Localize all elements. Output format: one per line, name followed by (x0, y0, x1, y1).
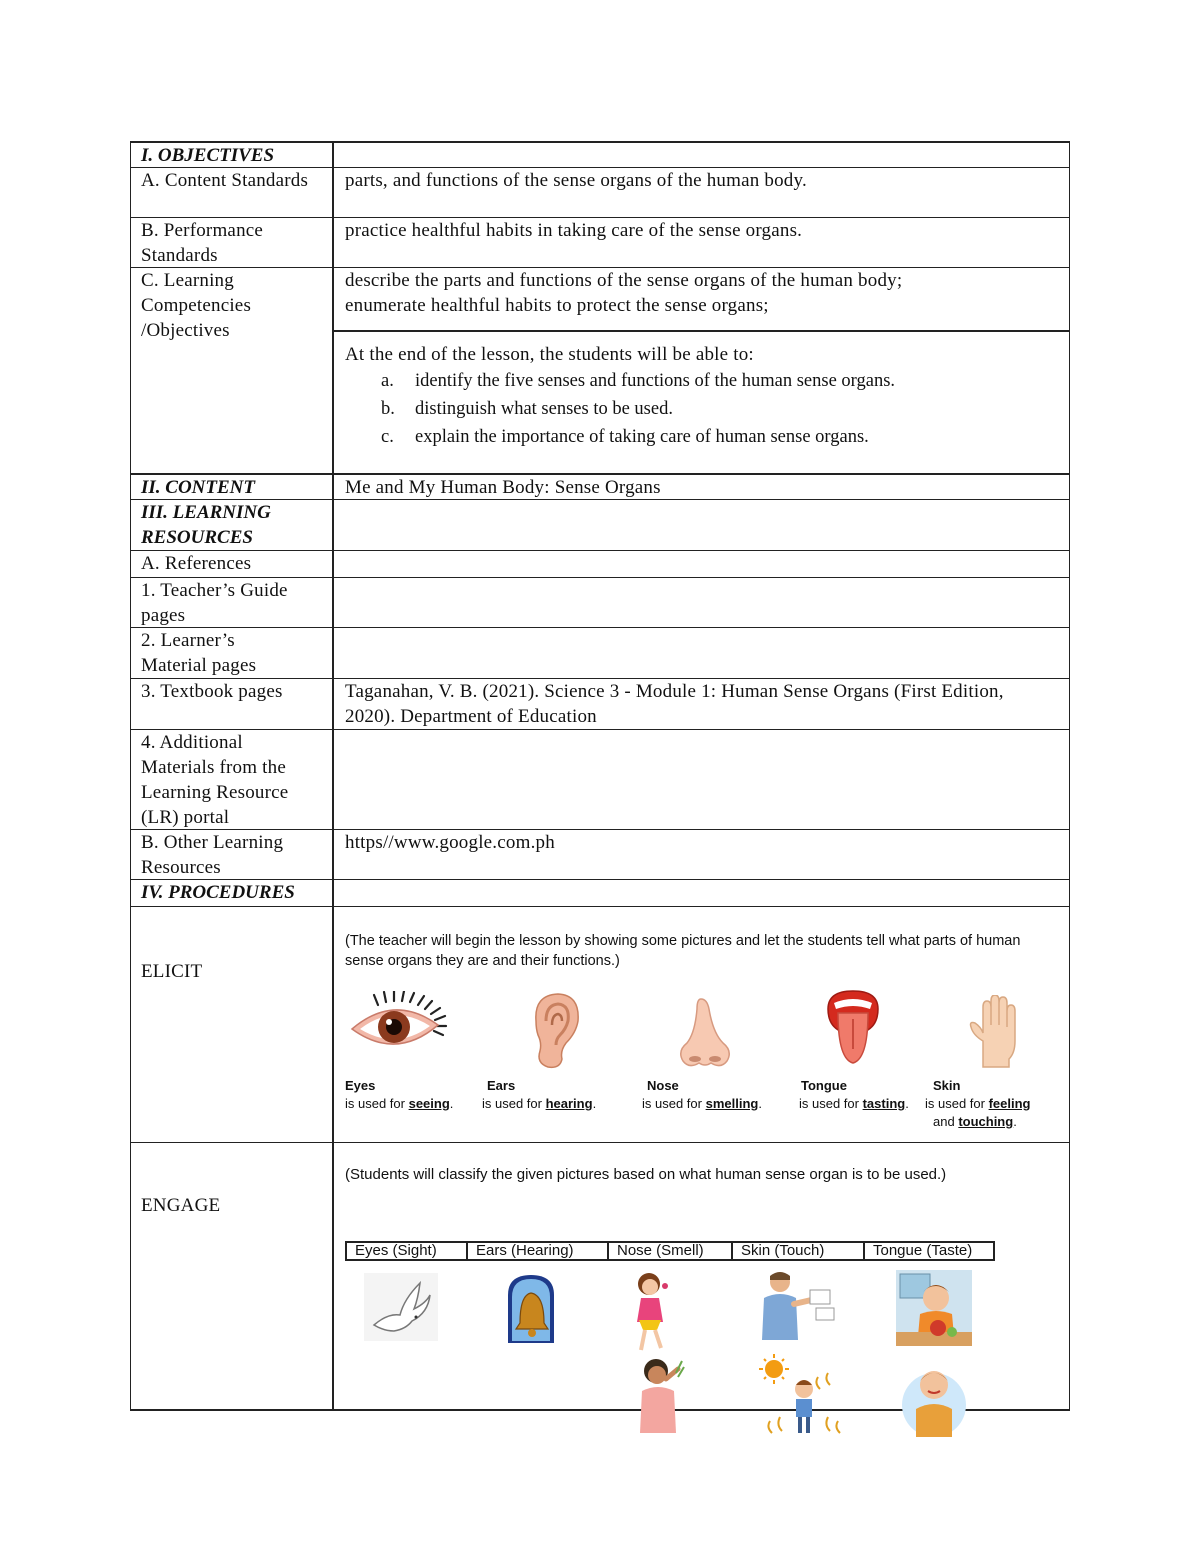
category-nose: Nose (Smell) (609, 1243, 733, 1259)
competency-1: describe the parts and functions of the sense organs of the human body; (345, 270, 903, 291)
elicit-label: ELICIT (141, 961, 203, 982)
other-resources-row (130, 830, 1070, 880)
objectives-heading: I. OBJECTIVES (141, 145, 275, 166)
content-standards-label: A. Content Standards (141, 170, 309, 191)
bird-picture (364, 1273, 438, 1341)
engage-label: ENGAGE (141, 1195, 221, 1216)
category-eyes: Eyes (Sight) (347, 1243, 468, 1259)
girl-smelling-picture (636, 1357, 686, 1433)
tongue-icon (824, 989, 882, 1065)
resources-heading: III. LEARNING RESOURCES (141, 502, 271, 548)
procedures-heading: IV. PROCEDURES (141, 882, 295, 903)
content-standards-text: parts, and functions of the sense organs of the human body. (345, 170, 807, 191)
additional-materials-row (130, 730, 1070, 830)
category-skin: Skin (Touch) (733, 1243, 865, 1259)
hand-icon (967, 995, 1023, 1069)
engage-row (130, 1143, 1070, 1411)
nose-icon (677, 997, 733, 1069)
elicit-row (130, 907, 1070, 1143)
boy-in-heat-picture (756, 1353, 846, 1437)
learners-material-row (130, 628, 1070, 679)
category-tongue: Tongue (Taste) (873, 1242, 973, 1259)
references-label: A. References (141, 553, 252, 574)
bell-picture (506, 1273, 556, 1343)
objectives-list (345, 367, 1058, 451)
content-row (130, 474, 1070, 500)
girl-smelling-flower-picture (631, 1270, 671, 1354)
resources-row (130, 500, 1070, 551)
organ-caption: Nose is used for smelling. (642, 1078, 762, 1111)
man-touching-picture (758, 1268, 838, 1342)
boy-tasting-picture (902, 1361, 966, 1441)
content-text: Me and My Human Body: Sense Organs (345, 477, 661, 498)
procedures-row (130, 880, 1070, 907)
organ-caption: Eyes is used for seeing. (345, 1078, 454, 1111)
engage-note: (Students will classify the given pictures based on what human sense organ is to be used.) (345, 1166, 947, 1183)
list-item: b. distinguish what senses to be used. (381, 399, 673, 419)
sense-category-table (345, 1241, 995, 1261)
textbook-text: Taganahan, V. B. (2021). Science 3 - Module 1: Human Sense Organs (First Edition, 2020). Department of Education (345, 681, 1004, 727)
performance-standards-row (130, 218, 1070, 268)
textbook-label: 3. Textbook pages (141, 681, 283, 702)
elicit-note: (The teacher will begin the lesson by showing some pictures and let the students tell what parts of human sense organs they are and their functions.) (345, 933, 1021, 969)
textbook-row (130, 679, 1070, 730)
performance-standards-text: practice healthful habits in taking care of the sense organs. (345, 220, 803, 241)
organ-caption: Ears is used for hearing. (482, 1078, 597, 1111)
organ-caption: Tongue is used for tasting. (799, 1078, 909, 1111)
content-standards-row (130, 168, 1070, 218)
other-resources-link[interactable]: https//www.google.com.ph (345, 832, 555, 853)
competency-2: enumerate healthful habits to protect the sense organs; (345, 295, 769, 316)
ear-icon (526, 991, 582, 1069)
additional-materials-label: 4. Additional Materials from the Learning Resource (LR) portal (141, 732, 289, 828)
competencies-row (130, 268, 1070, 474)
content-heading: II. CONTENT (141, 477, 256, 498)
competencies-label: C. Learning Competencies /Objectives (141, 270, 252, 341)
objectives-row (130, 141, 1070, 168)
boy-eating-picture (896, 1270, 972, 1346)
list-item: c. explain the importance of taking care of human sense organs. (381, 427, 869, 447)
teachers-guide-label: 1. Teacher’s Guide pages (141, 580, 288, 626)
references-row (130, 551, 1070, 578)
lesson-intro: At the end of the lesson, the students will be able to: (345, 344, 754, 365)
category-ears: Ears (Hearing) (468, 1243, 609, 1259)
teachers-guide-row (130, 578, 1070, 628)
lesson-plan-table (130, 141, 1072, 1411)
list-item: a. identify the five senses and functions of the human sense organs. (381, 371, 896, 391)
other-resources-label: B. Other Learning Resources (141, 832, 284, 878)
organ-caption: Skin is used for feeling and touching. (925, 1078, 1031, 1129)
eye-icon (348, 991, 448, 1053)
learners-material-label: 2. Learner’s Material pages (141, 630, 257, 676)
performance-standards-label: B. Performance Standards (141, 220, 264, 266)
